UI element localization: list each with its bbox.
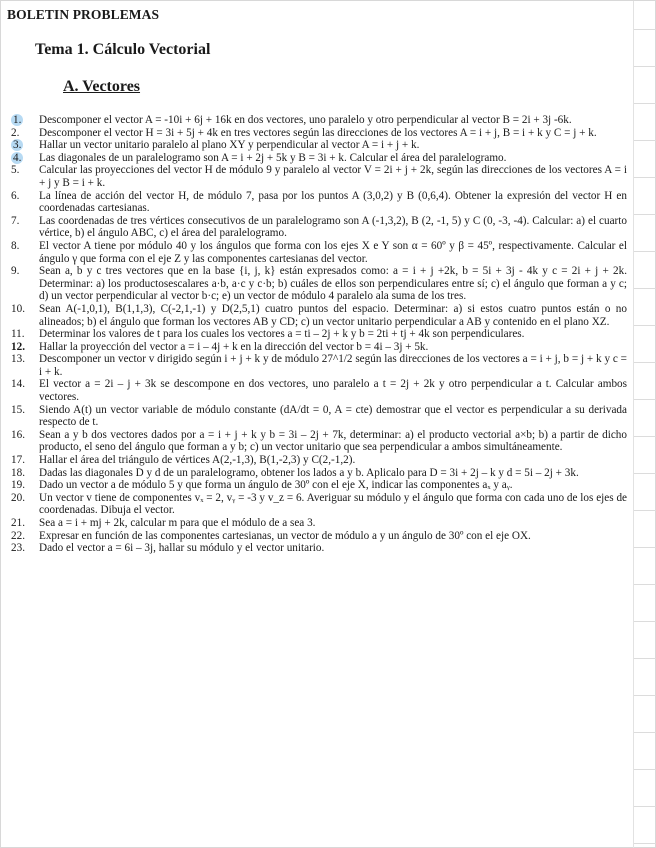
problem-text: Determinar los valores de t para los cuales los vectores a = ti – 2j + k y b = 2ti + tj + 4k son perpendiculares. — [39, 328, 525, 341]
edge-rule-line — [634, 288, 656, 289]
problem-number: 9. — [11, 265, 20, 278]
problem-item — [11, 127, 627, 140]
problem-text: Hallar el área del triángulo de vértices A(2,-1,3), B(1,-2,3) y C(2,-1,2). — [39, 454, 356, 467]
edge-rule-line — [634, 769, 656, 770]
section-heading: A. Vectores — [63, 78, 141, 95]
problem-item — [11, 341, 627, 354]
problem-number: 1. — [13, 114, 22, 126]
problem-item — [11, 139, 627, 152]
problem-item — [11, 265, 627, 303]
problem-list — [11, 114, 627, 555]
problem-text: Calcular las proyecciones del vector H de módulo 9 y paralelo al vector V = 2i + j + 2k, según las direcciones de los vectores A = i + j y B = i + k. — [39, 164, 627, 189]
edge-rule-line — [634, 140, 656, 141]
problem-number: 4. — [13, 151, 22, 164]
problem-number: 21. — [11, 517, 25, 529]
problem-item — [11, 190, 627, 215]
edge-rule-line — [634, 214, 656, 215]
problem-number: 2. — [11, 126, 20, 139]
document-title: BOLETIN PROBLEMAS — [7, 7, 160, 22]
problem-item — [11, 542, 627, 555]
problem-number: 16. — [11, 428, 25, 441]
problem-item — [11, 240, 627, 265]
edge-rule-line — [634, 584, 656, 585]
problem-item — [11, 492, 627, 517]
problem-text: Descomponer un vector v dirigido según i + j + k y de módulo 27^1/2 según las direcciones de los vectores a = i + j, b = j + k y c = i + k. — [39, 353, 627, 378]
problem-number: 23. — [11, 542, 25, 555]
edge-rule-line — [634, 510, 656, 511]
topic-heading: Tema 1. Cálculo Vectorial — [35, 41, 211, 58]
problem-number: 5. — [11, 164, 20, 177]
problem-text: Las coordenadas de tres vértices consecutivos de un paralelogramo son A (-1,3,2), B (2, -1, 5) y C (0, -3, -4). Calcular: a) el cuarto vértice, b) el ángulo ABC, c) el área del paralelogramo. — [39, 214, 627, 240]
problem-text: Sean A(-1,0,1), B(1,1,3), C(-2,1,-1) y D(2,5,1) cuatro puntos del espacio. Determinar: a) si estos cuatro puntos están o no alineados; b) el ángulo que forman los vectores AB y CD; c) un vector unitario perpendicular a AB y contenido en el plano XZ. — [39, 302, 627, 328]
problem-item — [11, 164, 627, 189]
problem-item — [11, 114, 627, 127]
edge-rule-line — [634, 547, 656, 548]
problem-number: 18. — [11, 466, 25, 479]
problem-item — [11, 404, 627, 429]
edge-rule-line — [634, 436, 656, 437]
problem-number: 12. — [11, 340, 25, 353]
page-edge-lines — [633, 1, 655, 848]
problem-item — [11, 303, 627, 328]
problem-text: La línea de acción del vector H, de módulo 7, pasa por los puntos A (3,0,2) y B (0,6,4). Obtener la expresión del vector H en coordenadas cartesianas. — [39, 189, 627, 215]
problem-text: El vector a = 2i – j + 3k se descompone en dos vectores, uno paralelo a t = 2j + 2k y otro perpendicular a t. Calcular ambos vectores. — [39, 378, 627, 404]
edge-rule-line — [634, 695, 656, 696]
problem-number: 10. — [11, 302, 25, 315]
problem-number: 8. — [11, 239, 20, 252]
problem-text: El vector A tiene por módulo 40 y los ángulos que forma con los ejes X e Y son α = 60º y β = 45º, respectivamente. Calcular el ángulo γ que forma con el eje Z y las componentes cartesianas del vector. — [39, 239, 627, 265]
problem-number: 7. — [11, 214, 20, 227]
problem-text: Expresar en función de las componentes cartesianas, un vector de módulo a y un ángulo de 30º con el eje OX. — [39, 529, 531, 542]
problem-text: Sea a = i + mj + 2k, calcular m para que el módulo de a sea 3. — [39, 517, 316, 529]
edge-rule-line — [634, 251, 656, 252]
problem-text: Dadas las diagonales D y d de un paralelogramo, obtener los lados a y b. Aplicalo para D = 3i + 2j – k y d = 5i – 2j + 3k. — [39, 466, 579, 479]
problem-item — [11, 215, 627, 240]
problem-number: 13. — [11, 353, 25, 366]
problem-item — [11, 479, 627, 492]
problem-item — [11, 152, 627, 165]
edge-rule-line — [634, 621, 656, 622]
problem-number: 14. — [11, 378, 25, 391]
problem-item — [11, 530, 627, 543]
problem-number: 19. — [11, 479, 25, 492]
problem-text: Dado el vector a = 6i – 3j, hallar su módulo y el vector unitario. — [39, 542, 325, 555]
edge-rule-line — [634, 177, 656, 178]
problem-number: 22. — [11, 529, 25, 542]
problem-number: 3. — [13, 139, 22, 152]
edge-rule-line — [634, 658, 656, 659]
problem-number: 20. — [11, 491, 25, 504]
problem-text: Sean a, b y c tres vectores que en la base {i, j, k} están expresados como: a = i + j +2k, b = 5i + 3j - 4k y c = 2i + j + 2k. Determinar: a) los productosescalares a·b, a·c y c·b; b) cuáles de ellos son perpendiculares entre sí; c) el ángulo que forman a y c; d) un vector perpendicular al vector b·c; e) un vector de módulo 4 paralelo ala suma de los tres. — [39, 265, 627, 303]
edge-rule-line — [634, 806, 656, 807]
problem-item — [11, 353, 627, 378]
problem-text: Las diagonales de un paralelogramo son A = i + 2j + 5k y B = 3i + k. Calcular el área del paralelogramo. — [39, 151, 507, 164]
problem-number: 6. — [11, 189, 20, 202]
problem-text: Descomponer el vector H = 3i + 5j + 4k en tres vectores según las direcciones de los vectores A = i + j, B = i + k y C = j + k. — [39, 126, 597, 139]
problem-item — [11, 328, 627, 341]
edge-rule-line — [634, 66, 656, 67]
problem-text: Un vector v tiene de componentes vₓ = 2, vᵧ = -3 y v_z = 6. Averiguar su módulo y el ángulo que forma con cada uno de los ejes de coordenadas. Dibuja el vector. — [39, 491, 627, 517]
problem-number: 15. — [11, 403, 25, 416]
edge-rule-line — [634, 362, 656, 363]
edge-rule-line — [634, 843, 656, 844]
problem-text: Descomponer el vector A = -10i + 6j + 16k en dos vectores, uno paralelo y otro perpendicular al vector B = 2i + 3j -6k. — [39, 114, 572, 126]
edge-rule-line — [634, 325, 656, 326]
edge-rule-line — [634, 399, 656, 400]
problem-text: Sean a y b dos vectores dados por a = i + j + k y b = 3i – 2j + 7k, determinar: a) el producto vectorial a×b; b) a partir de dicho producto, el seno del ángulo que forman a y b; c) un vector unitario que sea perpendicular a ambos simultáneamente. — [39, 428, 627, 454]
edge-rule-line — [634, 732, 656, 733]
problem-text: Hallar un vector unitario paralelo al plano XY y perpendicular al vector A = i + j + k. — [39, 139, 420, 152]
problem-item — [11, 378, 627, 403]
problem-text: Dado un vector a de módulo 5 y que forma un ángulo de 30º con el eje X, indicar las componentes aₓ y aᵧ. — [39, 479, 513, 492]
problem-item — [11, 454, 627, 467]
edge-rule-line — [634, 473, 656, 474]
problem-text: Hallar la proyección del vector a = i – 4j + k en la dirección del vector b = 4i – 3j + 5k. — [39, 340, 429, 353]
problem-number: 11. — [11, 328, 25, 341]
problem-item — [11, 517, 627, 530]
problem-number: 17. — [11, 454, 25, 467]
edge-rule-line — [634, 29, 656, 30]
edge-rule-line — [634, 103, 656, 104]
problem-text: Siendo A(t) un vector variable de módulo constante (dA/dt = 0, A = cte) demostrar que el vector es perpendicular a su derivada respecto de t. — [39, 403, 627, 429]
problem-item — [11, 467, 627, 480]
problem-item — [11, 429, 627, 454]
